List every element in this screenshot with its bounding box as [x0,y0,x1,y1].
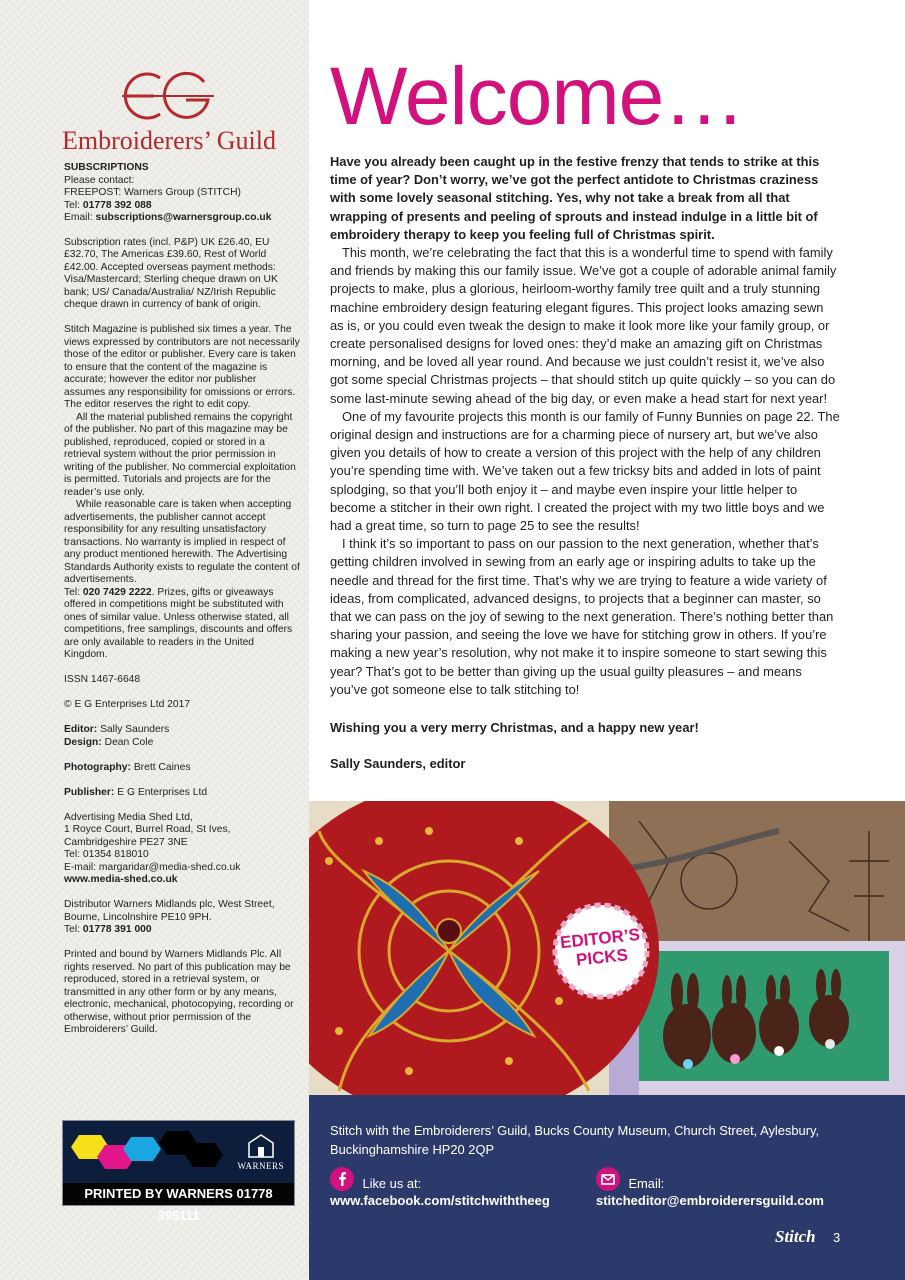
warners-crest-icon [246,1133,276,1159]
facebook-link[interactable]: www.facebook.com/stitchwiththeeg [330,1193,550,1208]
facebook-contact [330,1167,550,1208]
body-paragraph-2: One of my favourite projects this month is our family of Funny Bunnies on page 22. The original design and instructions are for a charming piece of nursery art, but we’ve also given you details of how to create a version of this project with the help of any children you’re spending time with. We’ve taken out a few tricksy bits and added in lots of paint splodging, so that you’ll both enjoy it – and maybe even inspire your little helper to become a stitcher in their own right. I created the project with my two little boys and we had a great time, so turn to page 25 to see the results! [330,408,840,534]
masthead-text [64,162,300,1049]
advertising-line-2: 1 Royce Court, Burrel Road, St Ives, [64,824,231,835]
footer-address: Stitch with the Embroiderers’ Guild, Bucks County Museum, Church Street, Aylesbury, Buckinghamshire HP20 2QP [330,1123,820,1157]
editor-label: Editor: [64,724,98,735]
mail-icon [596,1167,620,1191]
badge-line-2: PICKS [575,945,629,970]
publisher-label: Publisher: [64,786,115,798]
publisher-name: E G Enterprises Ltd [117,786,208,798]
photography-label: Photography: [64,761,131,773]
facebook-icon [330,1167,354,1191]
issn: ISSN 1467-6648 [64,674,141,685]
distributor-tel-label: Tel: [64,924,81,935]
editorial [330,52,840,773]
subscription-rates: Subscription rates (incl. P&P) UK £26.40, EU £32.70, The Americas £39.60, Rest of World £42.00. Accepted overseas payment methods: Visa/Mastercard; Sterling cheque drawn on UK bank; US/ Canada/Australia/ NZ/Irish Republic cheque drawn in currency of bank of origin. [64,236,278,310]
please-contact: Please contact: [64,174,135,186]
eg-monogram-icon [120,70,216,122]
advertising-line-5: E-mail: margaridar@media-shed.co.uk [64,861,241,873]
distributor-tel: 01778 391 000 [82,924,152,935]
subscriptions-heading: SUBSCRIPTIONS [64,162,149,173]
legal-tel: 020 7429 2222 [82,586,152,598]
page-number: 3 [833,1230,841,1245]
printed-by-text: PRINTED BY WARNERS 01778 395111 [63,1183,294,1205]
legal-text-1: Stitch Magazine is published six times a year. The views expressed by contributors are not necessarily those of the editor or publisher. Every care is taken to ensure that the content of the magazine is accurate; however the editor nor publisher assumes any responsibility for omissions or errors. The editor reserves the right to edit copy. [64,324,300,410]
email-contact [596,1167,824,1208]
footer [309,1095,905,1280]
subscriptions-tel: 01778 392 088 [82,199,152,211]
photographer-name: Brett Caines [133,761,191,773]
editor-name: Sally Saunders [100,724,170,735]
advertising-line-1: Advertising Media Shed Ltd, [64,811,193,823]
design-label: Design: [64,736,102,748]
legal-tel-label: Tel: [64,586,81,598]
email-link[interactable]: stitcheditor@embroiderersguild.com [596,1193,824,1208]
legal-text-3: While reasonable care is taken when accepting advertisements, the publisher cannot accept responsibility for any resulting unsatisfactory transactions. No warranty is implied in respect of any product mentioned herewith. The Advertising Standards Authority exists to regulate the content of advertisements. [64,499,300,585]
signoff: Wishing you a very merry Christmas, and a happy new year! [330,720,699,736]
embroiderers-guild-logo [62,70,282,156]
tel-label: Tel: [64,199,81,211]
magazine-name: Stitch [775,1227,816,1246]
intro-paragraph: Have you already been caught up in the festive frenzy that tends to strike at this time of year? Don’t worry, we’ve got the perfect antidote to Christmas craziness with some lovely seasonal stitching. Yes, why not take a break from all that wrapping of presents and peeling of sprouts and instead indulge in a little bit of embroidery therapy to keep you feeling full of Christmas spirit. [330,154,820,242]
copyright: © E G Enterprises Ltd 2017 [64,699,191,710]
body-paragraph-1: This month, we’re celebrating the fact that this is a wonderful time to spend with family and friends by making this our family issue. We’ve got a couple of adorable animal family projects to make, plus a glorious, heirloom-worthy family tree quilt and a truly stunning machine embroidery design featuring elegant figures. This project looks amazing sewn as is, or you could even tweak the design to make it look more like your family group, or create personalised designs for loved ones: they’d make an amazing gift on Christmas morning, and be loved all year round. And because we just couldn’t resist it, we’ve also got some special Christmas projects – that should stitch up quite quickly – so you can do some last-minute sewing ahead of the big day, or even make a head start for next year! [330,245,837,406]
org-name: Embroiderers’ Guild [62,126,276,155]
sidebar [0,0,309,1280]
printed-by-warners-badge [62,1120,295,1223]
body-paragraph-3: I think it’s so important to pass on our passion to the next generation, whether that’s getting children involved in sewing from an early age or inspiring adults to take up the needle and thread for the first time. That’s why we are trying to feature a wide variety of ideas, from complicated, advanced designs, to projects that a beginner can master, so that we can pass on the joy of sewing to the next generation. There’s nothing better than sharing your passion, and seeing the love we have for stitching grow in others. If you’re making a new year’s resolution, why not make it to inspire someone to start sewing this year? That’s got to be better than giving up the usual guilty pleasures – and means you’ve got someone else to talk stitching to! [330,536,834,697]
advertising-line-4: Tel: 01354 818010 [64,849,149,860]
badge-line-1: EDITOR’S [559,924,641,953]
email-label: Email: [64,212,93,223]
facebook-label: Like us at: [362,1175,422,1191]
freepost: FREEPOST: Warners Group (STITCH) [64,187,241,198]
legal-text-4: . Prizes, gifts or giveaways offered in competitions might be substituted with ones of similar value. Unless otherwise stated, all competitions, free samplings, discounts and offers are only available to readers in the United Kingdom. [64,586,293,660]
advertising-web-link[interactable]: www.media-shed.co.uk [64,874,178,885]
designer-name: Dean Cole [104,736,154,748]
signature: Sally Saunders, editor [330,756,466,772]
email-label: Email: [628,1175,665,1191]
warners-logo-text: WARNERS [237,1161,284,1171]
distributor: Distributor Warners Midlands plc, West Street, Bourne, Lincolnshire PE10 9PH. [64,899,275,923]
printing-notice: Printed and bound by Warners Midlands Plc. All rights reserved. No part of this publication may be reproduced, stored in a retrieval system, or transmitted in any other form or by any means, electronic, mechanical, photocopying, recording or otherwise, without prior permission of the Embroiderers’ Guild. [64,949,294,1035]
editors-picks-photo [309,801,905,1095]
printer-hexagons-icon [69,1127,239,1183]
page-title: Welcome… [330,51,745,142]
subscriptions-email: subscriptions@warnersgroup.co.uk [95,212,272,223]
advertising-line-3: Cambridgeshire PE27 3NE [64,836,188,848]
legal-text-2: All the material published remains the copyright of the publisher. No part of this magazine may be published, reproduced, copied or stored in a retrieval system without the prior permission in writing of the publisher. No commercial exploitation is permitted. Tutorials and projects are for the reader’s use only. [64,411,296,498]
warners-logo [237,1133,284,1171]
